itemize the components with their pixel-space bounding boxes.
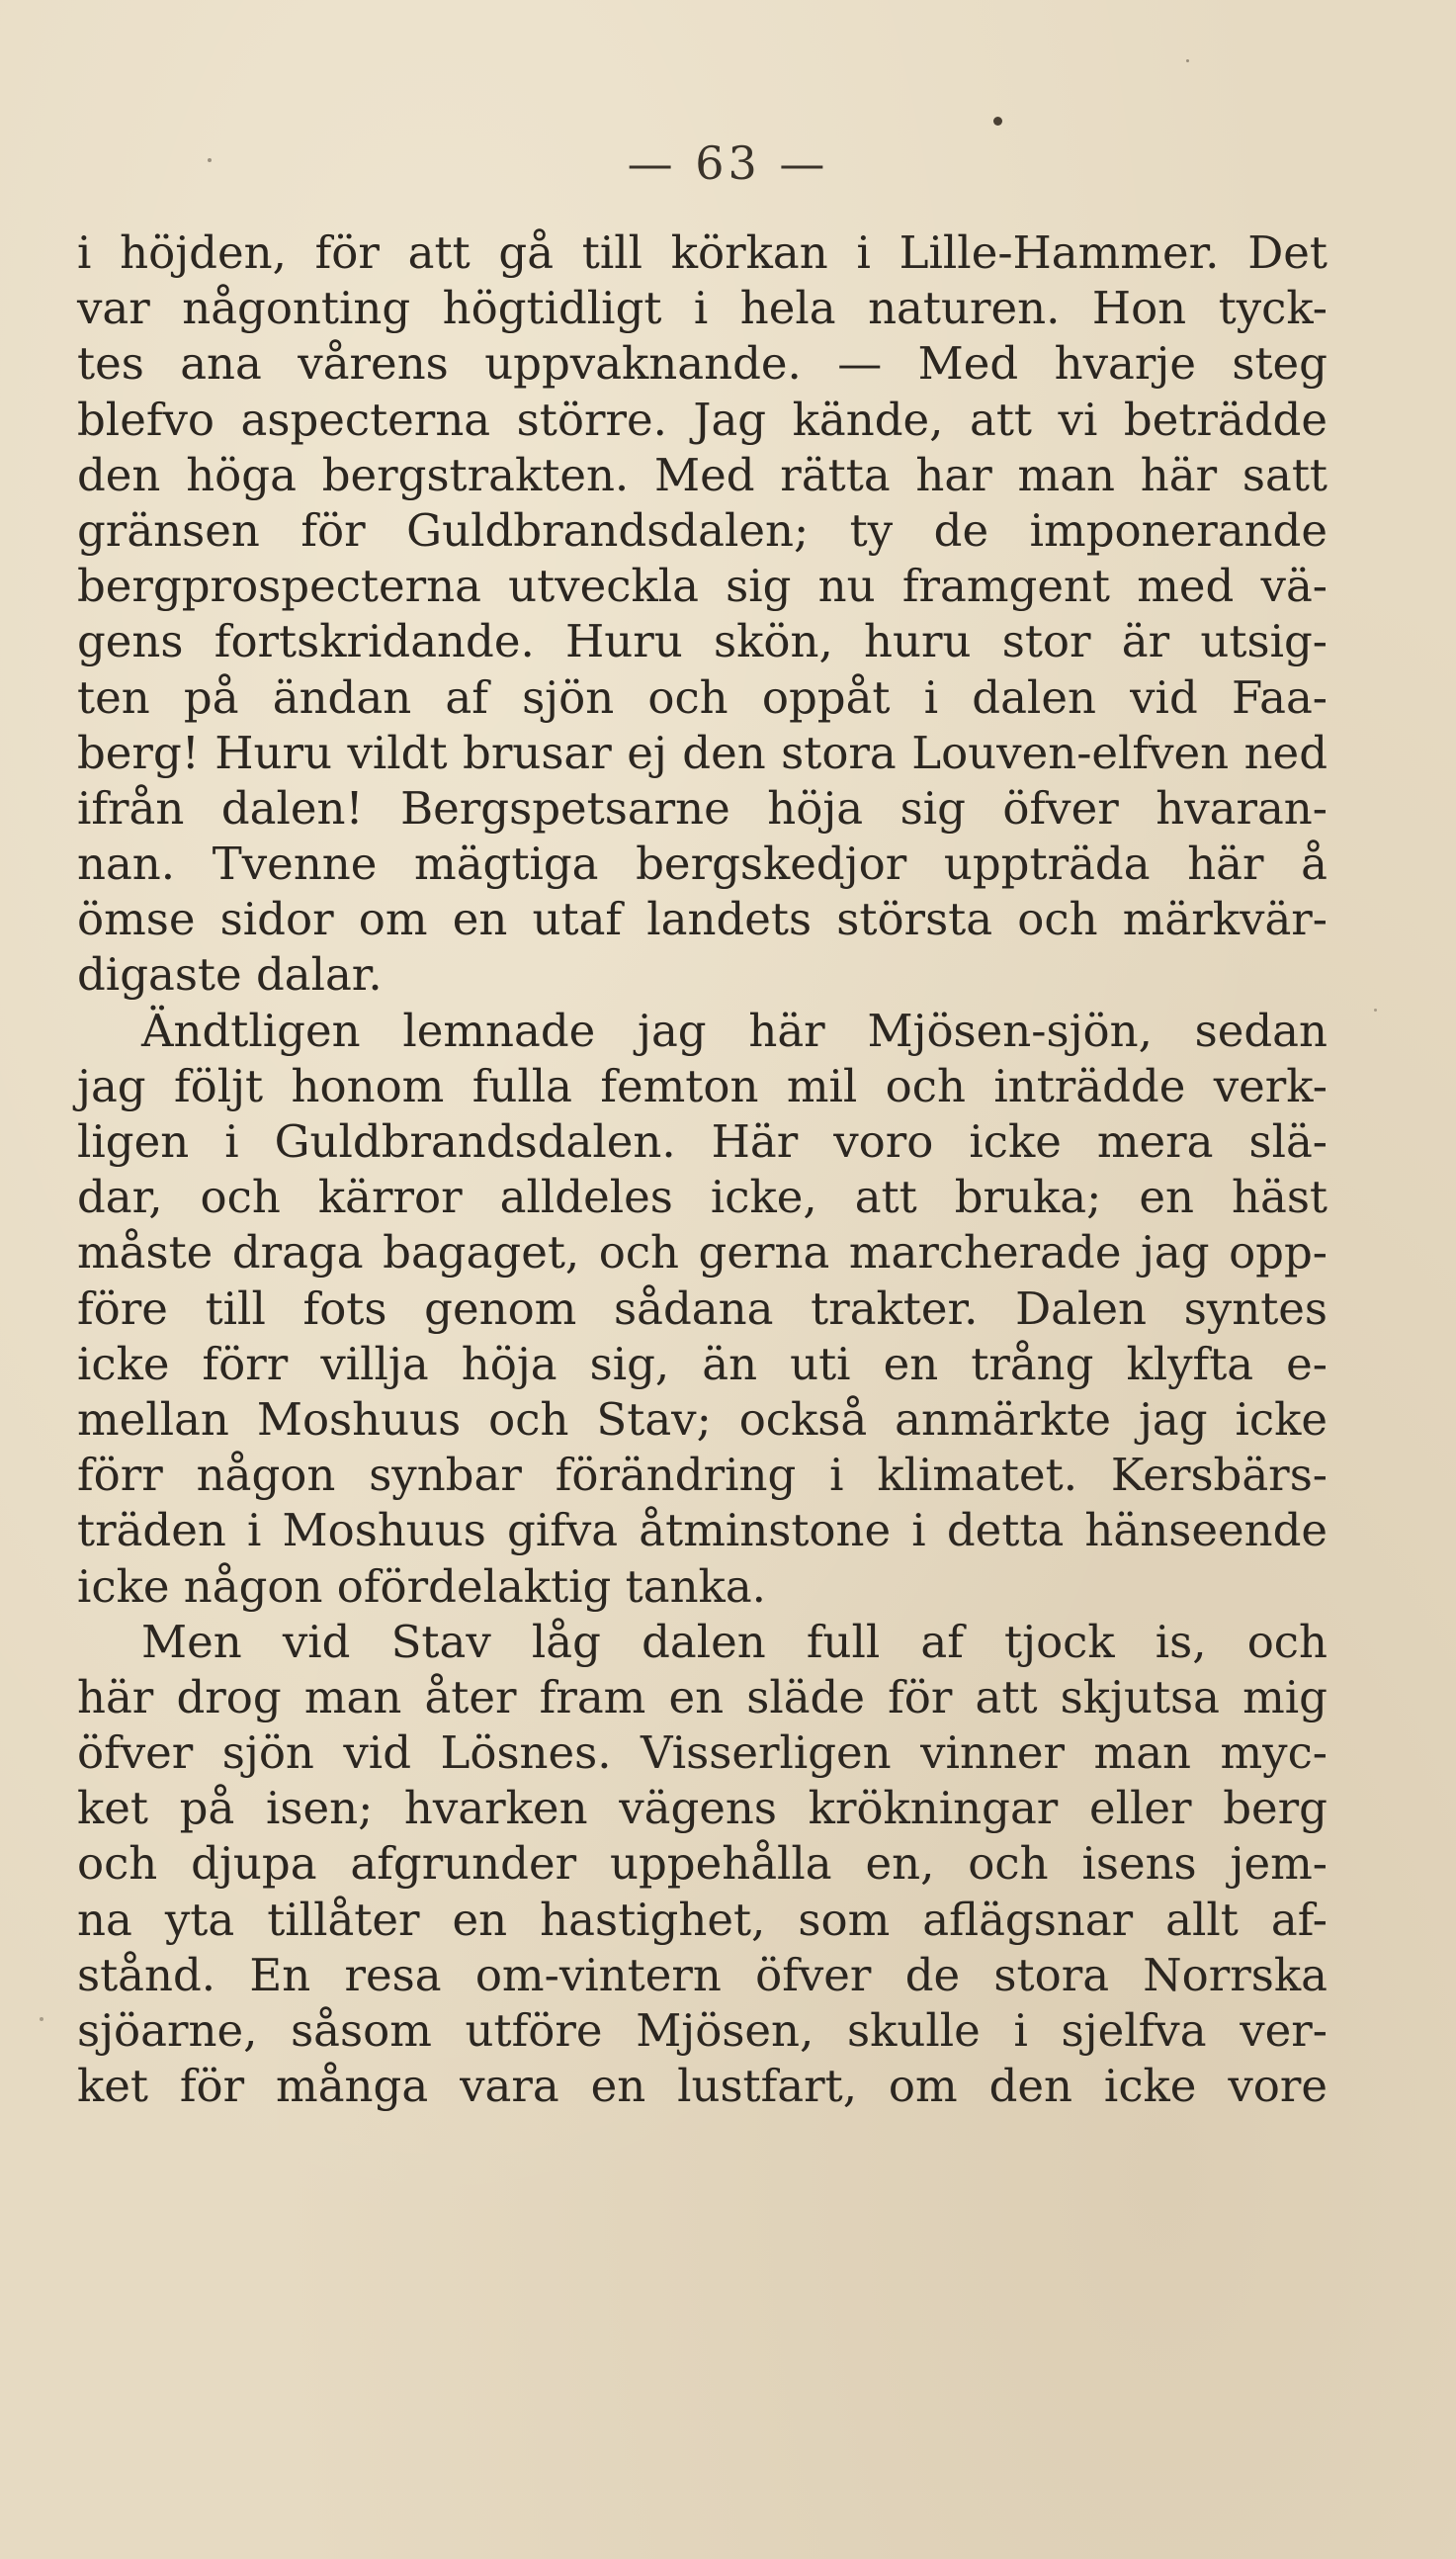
- text-line: måste draga bagaget, och gerna marcherade jag opp-: [77, 1226, 1328, 1280]
- text-line: Men vid Stav låg dalen full af tjock is, och: [141, 1615, 1328, 1668]
- text-line: mellan Moshuus och Stav; också anmärkte jag icke: [77, 1392, 1328, 1446]
- paper-speck: [208, 158, 212, 162]
- text-line: nan. Tvenne mägtiga bergskedjor uppträda här å: [77, 838, 1328, 891]
- text-line: tes ana vårens uppvaknande. — Med hvarje steg: [77, 337, 1328, 391]
- text-line: i höjden, för att gå till körkan i Lille-Hammer. Det: [77, 226, 1328, 279]
- text-line: var någonting högtidligt i hela naturen. Hon tyck-: [77, 282, 1328, 335]
- text-line: gränsen för Guldbrandsdalen; ty de imponerande: [77, 503, 1328, 557]
- text-line: ket för många vara en lustfart, om den icke vore: [77, 2060, 1328, 2113]
- text-line: sjöarne, såsom utföre Mjösen, skulle i sjelfva ver-: [77, 2004, 1328, 2057]
- paragraph-1: [77, 225, 1328, 1004]
- paper-speck: [1374, 1009, 1377, 1012]
- text-line: icke förr villja höja sig, än uti en trång klyfta e-: [77, 1337, 1328, 1390]
- text-line: na yta tillåter en hastighet, som aflägsnar allt af-: [77, 1893, 1328, 1946]
- text-line: blefvo aspecterna större. Jag kände, att vi beträdde: [77, 393, 1328, 446]
- text-line: ket på isen; hvarken vägens krökningar eller berg: [77, 1782, 1328, 1835]
- text-line: ten på ändan af sjön och oppåt i dalen vid Faa-: [77, 670, 1328, 724]
- body-text: [77, 225, 1328, 2114]
- text-line: berg! Huru vildt brusar ej den stora Louven-elfven ned: [77, 726, 1328, 779]
- paper-speck: [1186, 59, 1189, 62]
- paper-speck: [40, 2017, 43, 2021]
- paragraph-2: [77, 1004, 1328, 1615]
- text-line: dar, och kärror alldeles icke, att bruka; en häst: [77, 1171, 1328, 1224]
- text-line: förr någon synbar förändring i klimatet. Kersbärs-: [77, 1449, 1328, 1502]
- text-line: digaste dalar.: [77, 948, 383, 1002]
- text-line: öfver sjön vid Lösnes. Visserligen vinner man myc-: [77, 1726, 1328, 1780]
- text-line: här drog man åter fram en släde för att skjutsa mig: [77, 1670, 1328, 1723]
- text-line: icke någon ofördelaktig tanka.: [77, 1559, 766, 1613]
- page-number: — 63 —: [627, 136, 829, 190]
- text-line: Ändtligen lemnade jag här Mjösen-sjön, sedan: [141, 1004, 1328, 1057]
- text-line: den höga bergstrakten. Med rätta har man här satt: [77, 448, 1328, 501]
- text-line: ifrån dalen! Bergspetsarne höja sig öfver hvaran-: [77, 781, 1328, 835]
- text-line: träden i Moshuus gifva åtminstone i detta hänseende: [77, 1504, 1328, 1557]
- paper-speck: [993, 117, 1002, 126]
- text-line: ömse sidor om en utaf landets största och märkvär-: [77, 893, 1328, 946]
- text-line: jag följt honom fulla femton mil och inträdde verk-: [77, 1059, 1328, 1112]
- text-line: bergprospecterna utveckla sig nu framgent med vä-: [77, 560, 1328, 613]
- text-line: stånd. En resa om-vintern öfver de stora Norrska: [77, 1948, 1328, 2001]
- text-line: före till fots genom sådana trakter. Dalen syntes: [77, 1281, 1328, 1335]
- paragraph-3: [77, 1615, 1328, 2115]
- text-line: och djupa afgrunder uppehålla en, och isens jem-: [77, 1837, 1328, 1891]
- text-line: ligen i Guldbrandsdalen. Här voro icke mera slä-: [77, 1115, 1328, 1168]
- text-line: gens fortskridande. Huru skön, huru stor är utsig-: [77, 615, 1328, 668]
